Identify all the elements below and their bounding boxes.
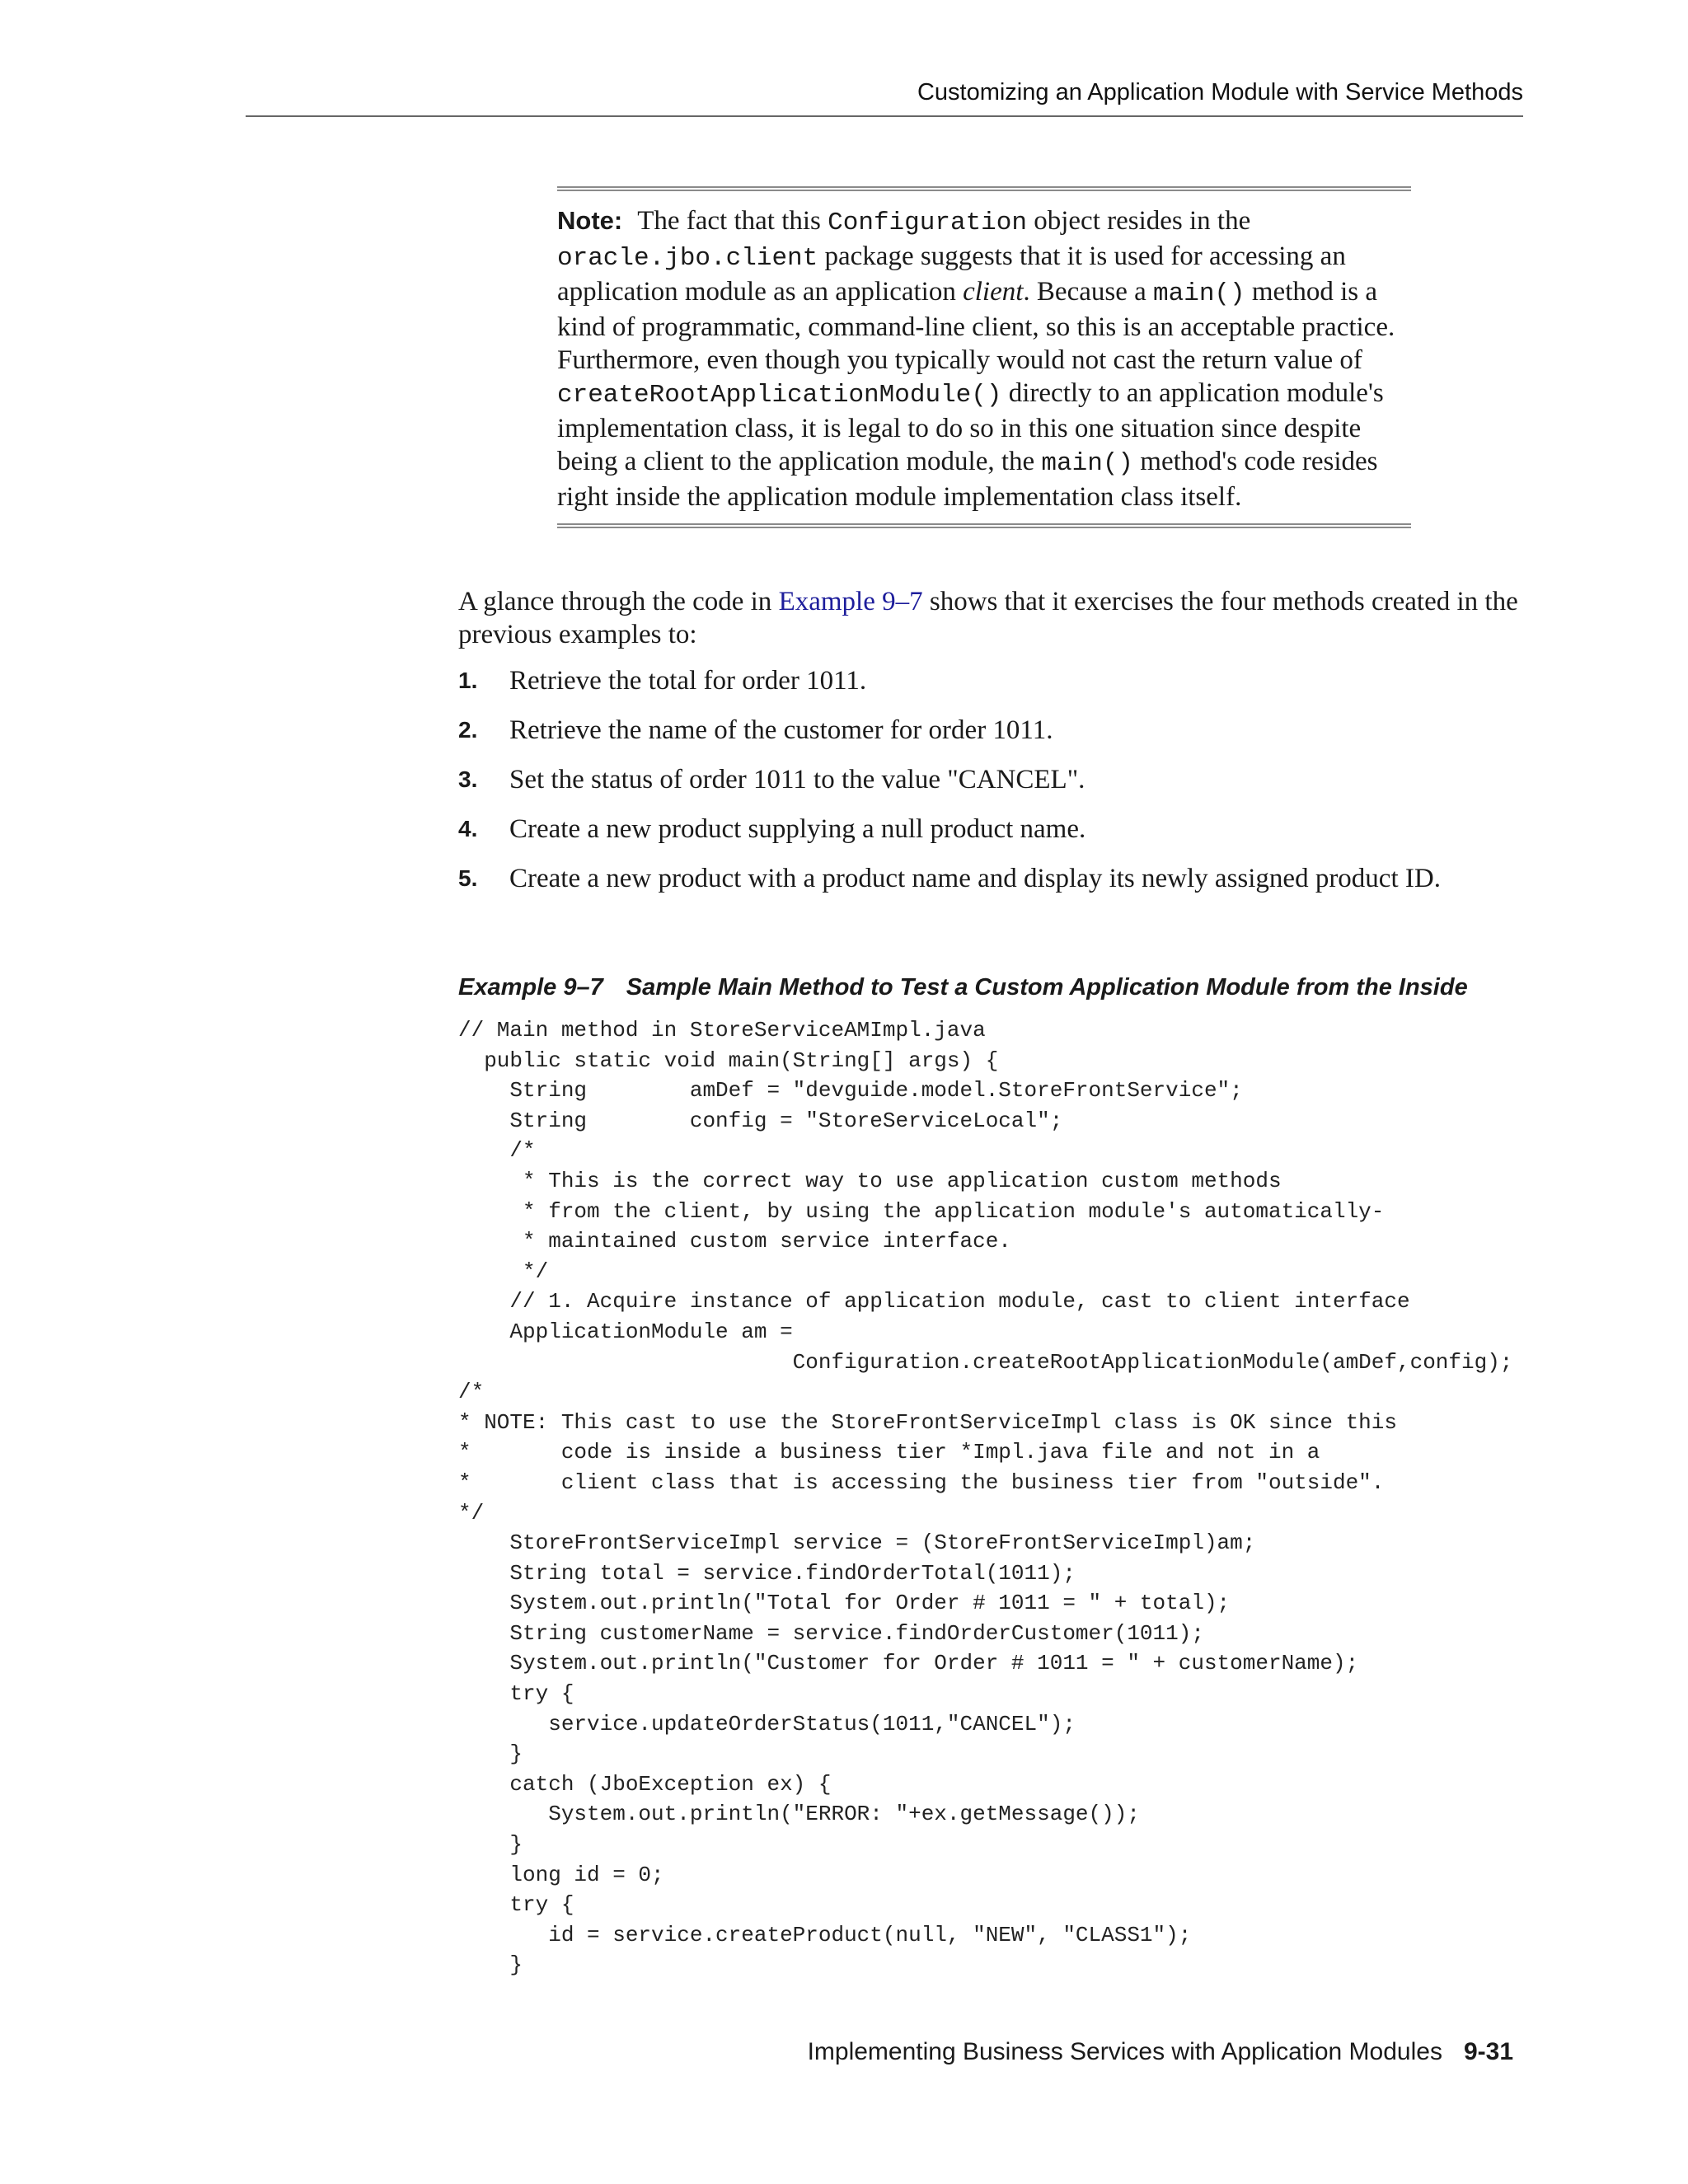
page-number: 9-31 bbox=[1463, 2038, 1513, 2065]
intro-paragraph bbox=[458, 585, 1530, 651]
example-link[interactable]: Example 9–7 bbox=[778, 587, 923, 616]
step-number: 3. bbox=[458, 766, 478, 792]
example-caption bbox=[458, 971, 1546, 1004]
example-title: Sample Main Method to Test a Custom Application Module from the Inside bbox=[626, 974, 1468, 1001]
note-code-configuration: Configuration bbox=[828, 209, 1027, 237]
list-item bbox=[458, 714, 1530, 747]
footer-title: Implementing Business Services with Application Modules bbox=[807, 2038, 1442, 2065]
list-item bbox=[458, 664, 1530, 697]
note-emphasis-client: client bbox=[963, 277, 1024, 307]
note-text: method is a kind of programmatic, command-line client, so this is an acceptable practice. Furthermore, even though you typically would not cast the return value of bbox=[557, 277, 1395, 375]
step-number: 5. bbox=[458, 865, 478, 891]
steps-list bbox=[458, 664, 1530, 912]
note-code-package: oracle.jbo.client bbox=[557, 244, 818, 273]
note-box bbox=[557, 186, 1411, 528]
list-item bbox=[458, 763, 1530, 796]
note-text: package suggests that it is used for accessing an application module as an application bbox=[557, 241, 1346, 307]
step-number: 1. bbox=[458, 668, 478, 693]
note-text: . Because a bbox=[1023, 277, 1154, 307]
note-code-main: main() bbox=[1153, 279, 1245, 308]
step-text: Retrieve the name of the customer for order 1011. bbox=[509, 715, 1053, 745]
note-label: Note: bbox=[557, 206, 623, 235]
running-header-title: Customizing an Application Module with Service Methods bbox=[917, 79, 1523, 105]
note-code-main: main() bbox=[1041, 449, 1134, 478]
running-header bbox=[246, 73, 1523, 117]
note-text: method's code resides right inside the application module implementation class itself. bbox=[557, 447, 1378, 512]
list-item bbox=[458, 862, 1530, 895]
step-number: 2. bbox=[458, 717, 478, 743]
note-text: directly to an application module's implementation class, it is legal to do so in this one situation since despite being a client to the application module, the bbox=[557, 378, 1384, 476]
example-number: Example 9–7 bbox=[458, 974, 603, 1001]
note-code-create-root: createRootApplicationModule() bbox=[557, 381, 1002, 410]
note-text: object resides in the bbox=[1026, 206, 1251, 236]
intro-text: A glance through the code in bbox=[458, 587, 779, 616]
step-text: Create a new product with a product name and display its newly assigned product ID. bbox=[509, 864, 1441, 893]
code-listing: // Main method in StoreServiceAMImpl.java public static void main(String[] args) { String amDef = "devguide.model.StoreFrontService"; String config = "StoreServiceLocal"; /* * This is the correct way to use application custom methods * from the client, by using the application module's automatically- * maintained custom service interface. */ // 1. Acquire instance of application module, cast to client interface ApplicationModule am = Configuration.createRootApplicationModule(amDef,config); /* * NOTE: This cast to use the StoreFrontServiceImpl class is OK since this * code is inside a business tier *Impl.java file and not in a * client class that is accessing the business tier from "outside". */ StoreFrontServiceImpl service = (StoreFrontServiceImpl)am; String total = service.findOrderTotal(1011); System.out.println("Total for Order # 1011 = " + total); String customerName = service.findOrderCustomer(1011); System.out.println("Customer for Order # 1011 = " + customerName); try { service.updateOrderStatus(1011,"CANCEL"); } catch (JboException ex) { System.out.println("ERROR: "+ex.getMessage()); } long id = 0; try { id = service.createProduct(null, "NEW", "CLASS1"); } bbox=[458, 1018, 1513, 1978]
running-footer bbox=[495, 2036, 1513, 2069]
step-number: 4. bbox=[458, 816, 478, 841]
step-text: Create a new product supplying a null product name. bbox=[509, 814, 1086, 844]
step-text: Retrieve the total for order 1011. bbox=[509, 666, 867, 696]
note-text: The fact that this bbox=[637, 206, 828, 236]
list-item bbox=[458, 813, 1530, 846]
intro-text: shows that it exercises the four methods created in the previous examples to: bbox=[458, 587, 1518, 649]
step-text: Set the status of order 1011 to the value "CANCEL". bbox=[509, 765, 1085, 794]
